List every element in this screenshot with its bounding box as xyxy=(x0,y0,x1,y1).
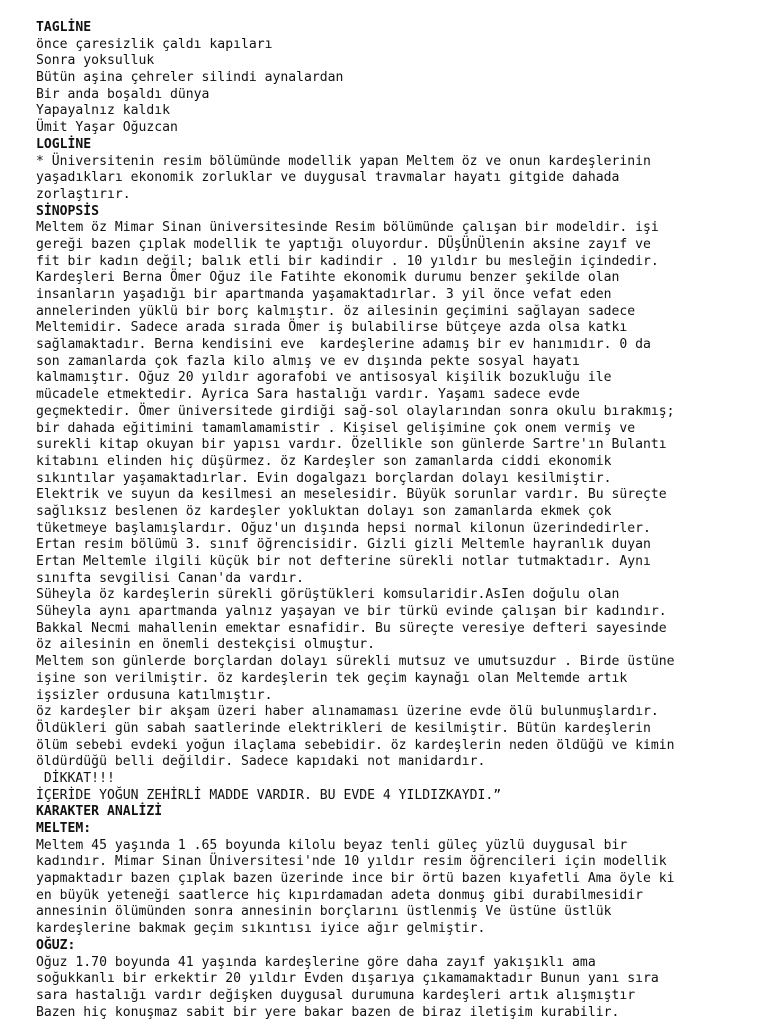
text-line: sara hastalığı vardır değişken duygusal durumuna kardeşleri artık alışmıştır xyxy=(36,987,636,1003)
text-line: işsizler ordusuna katılmıştır. xyxy=(36,687,273,703)
text-line: Sonra yoksulluk xyxy=(36,53,155,69)
text-line: Kardeşleri Berna Ömer Oğuz ile Fatihte ekonomik durumu benzer şekilde olan xyxy=(36,270,620,286)
text-line: Meltem son günlerde borçlardan dolayı sürekli mutsuz ve umutsuzdur . Birde üstüne xyxy=(36,654,675,670)
text-line: soğukkanlı bir erkektir 20 yıldır Evden dışarıya çıkamamaktadır Bunun yanı sıra xyxy=(36,971,659,987)
text-line: sıkıntılar yaşamaktadırlar. Evin dogalgazı borçlardan dolayı kesilmiştir. xyxy=(36,470,612,486)
text-line: kardeşlerine bakmak geçim sıkıntısı iyice ağır gelmiştir. xyxy=(36,921,486,937)
section-heading: TAGLİNE xyxy=(36,20,92,35)
text-line: en büyük yeteneği saatlerce hiç kıpırdamadan adeta donmuş gibi durabilmesidir xyxy=(36,887,643,903)
text-line: Bakkal Necmi mahallenin emektar esnafidir. Bu süreçte veresiye defteri sayesinde xyxy=(36,620,667,636)
text-line: Ümit Yaşar Oğuzcan xyxy=(36,120,178,136)
text-line: Elektrik ve suyun da kesilmesi an meselesidir. Büyük sorunlar vardır. Bu süreçte xyxy=(36,487,667,503)
text-line: surekli kitap okuyan bir yapısı vardır. Özellikle son günlerde Sartre'ın Bulantı xyxy=(36,437,667,453)
text-line: Yapayalnız kaldık xyxy=(36,103,171,119)
text-line: bir dahada eğitimini tamamlamamistir . Kişisel gelişimine çok onem vermiş ve xyxy=(36,420,636,436)
text-line: Ertan Meltemle ilgili küçük bir not defterine sürekli notlar tutmaktadır. Aynı xyxy=(36,554,651,569)
text-line: zorlaştırır. xyxy=(36,186,131,202)
section-heading: MELTEM: xyxy=(36,821,92,836)
text-line: geçmektedir. Ömer üniversitede girdiği sağ-sol olaylarından sonra okulu bırakmış; xyxy=(36,403,675,419)
text-line: Bütün aşina çehreler silindi aynalardan xyxy=(36,70,344,86)
text-line: annesinin ölümünden sonra annesinin borçlarını üstlenmiş Ve üstüne üstlük xyxy=(36,904,612,920)
text-line: Bazen hiç konuşmaz sabit bir yere bakar bazen de biraz iletişim kurabilir. xyxy=(36,1004,620,1020)
text-line: Meltemidir. Sadece arada sırada Ömer iş bulabilirse bütçeye azda olsa katkı xyxy=(36,320,628,336)
text-line: öz kardeşler bir akşam üzeri haber alınamaması üzerine evde ölü bulunmuşlardır. xyxy=(36,704,659,720)
text-line: Meltem 45 yaşında 1 .65 boyunda kilolu beyaz tenli güleç yüzlü duygusal bir xyxy=(36,837,628,853)
text-line: sağlamaktadır. Berna kendisini eve kardeşlerine adamış bir ev hanımıdır. 0 da xyxy=(36,337,651,353)
text-line: gereği bazen çıplak modellik te yaptığı oluyordur. DÜşÜnÜlenin aksine zayıf ve xyxy=(36,236,651,252)
text-line: yaşadıkları ekonomik zorluklar ve duygusal travmalar hayatı gitgide dahada xyxy=(36,170,620,186)
text-line: sağlıksız beslenen öz kardeşler yokluktan dolayı son zamanlarda ekmek çok xyxy=(36,503,612,519)
section-heading: LOGLİNE xyxy=(36,136,92,152)
text-line: öldürdüğü belli değildir. Sadece kapıdaki not manidardır. xyxy=(36,754,486,770)
document-body xyxy=(36,20,756,1021)
text-line: * Üniversitenin resim bölümünde modellik yapan Meltem öz ve onun kardeşlerinin xyxy=(36,153,651,169)
text-line: Öldükleri gün sabah saatlerinde elektrikleri de kesilmiştir. Bütün kardeşlerin xyxy=(36,720,651,736)
text-line: kitabını elinden hiç düşürmez. öz Kardeşler son zamanlarda ciddi ekonomik xyxy=(36,453,612,469)
text-line: yapmaktadır bazen çıplak bazen üzerinde ince bir örtü bazen kıyafetli Ama öyle ki xyxy=(36,871,675,887)
text-line: kadındır. Mimar Sinan Üniversitesi'nde 10 yıldır resim öğrencileri için modellik xyxy=(36,854,667,870)
text-line: Oğuz 1.70 boyunda 41 yaşında kardeşlerine göre daha zayıf yakışıklı ama xyxy=(36,954,596,970)
text-line: Bir anda boşaldı dünya xyxy=(36,86,210,102)
text-line: Meltem öz Mimar Sinan üniversitesinde Resim bölümünde çalışan bir modeldir. işi xyxy=(36,220,659,236)
text-line: mücadele etmektedir. Ayrica Sara hastalığı vardır. Yaşamı sadece evde xyxy=(36,387,580,403)
text-line: son zamanlarda çok fazla kilo almış ve ev dışında pekte sosyal hayatı xyxy=(36,353,580,369)
text-line: ölüm sebebi evdeki yoğun ilaçlama sebebidir. öz kardeşlerin neden öldüğü ve kimin xyxy=(36,737,675,753)
text-line: fit bir kadın değil; balık etli bir kadindir . 10 yıldır bu mesleğin içindedir. xyxy=(36,253,659,269)
text-line: işine son verilmiştir. öz kardeşlerin tek geçim kaynağı olan Meltemde artık xyxy=(36,670,628,686)
text-line: Süheyla öz kardeşlerin sürekli görüştükleri komsularidir.AsIen doğulu olan xyxy=(36,587,620,603)
text-line: sınıfta sevgilisi Canan'da vardır. xyxy=(36,570,305,586)
text-line: tüketmeye başlamışlardır. Oğuz'un dışında hepsi normal kilonun üzerindedirler. xyxy=(36,520,651,536)
text-line: Ertan resim bölümü 3. sınıf öğrencisidir. Gizli gizli Meltemle hayranlık duyan xyxy=(36,537,651,553)
section-heading: SİNOPSİS xyxy=(36,203,100,219)
section-heading: OĞUZ: xyxy=(36,937,76,953)
text-line: önce çaresizlik çaldı kapıları xyxy=(36,36,273,52)
text-line: öz ailesinin en önemli destekçisi olmuştur. xyxy=(36,637,375,653)
section-heading: KARAKTER ANALİZİ xyxy=(36,804,163,820)
text-line: Süheyla aynı apartmanda yalnız yaşayan ve bir türkü evinde çalışan bir kadındır. xyxy=(36,604,667,620)
text-line: kalmamıştır. Oğuz 20 yıldır agorafobi ve antisosyal kişilik bozukluğu ile xyxy=(36,370,612,386)
text-line: annelerinden yüklü bir borç kalmıştır. öz ailesinin geçimini sağlayan sadece xyxy=(36,303,636,319)
text-line: DİKKAT!!! xyxy=(36,770,115,786)
text-line: insanların yaşadığı bir apartmanda yaşamaktadırlar. 3 yil önce vefat eden xyxy=(36,287,612,302)
text-line: İÇERİDE YOĞUN ZEHİRLİ MADDE VARDIR. BU EVDE 4 YILDIZKAYDI.” xyxy=(36,787,502,803)
